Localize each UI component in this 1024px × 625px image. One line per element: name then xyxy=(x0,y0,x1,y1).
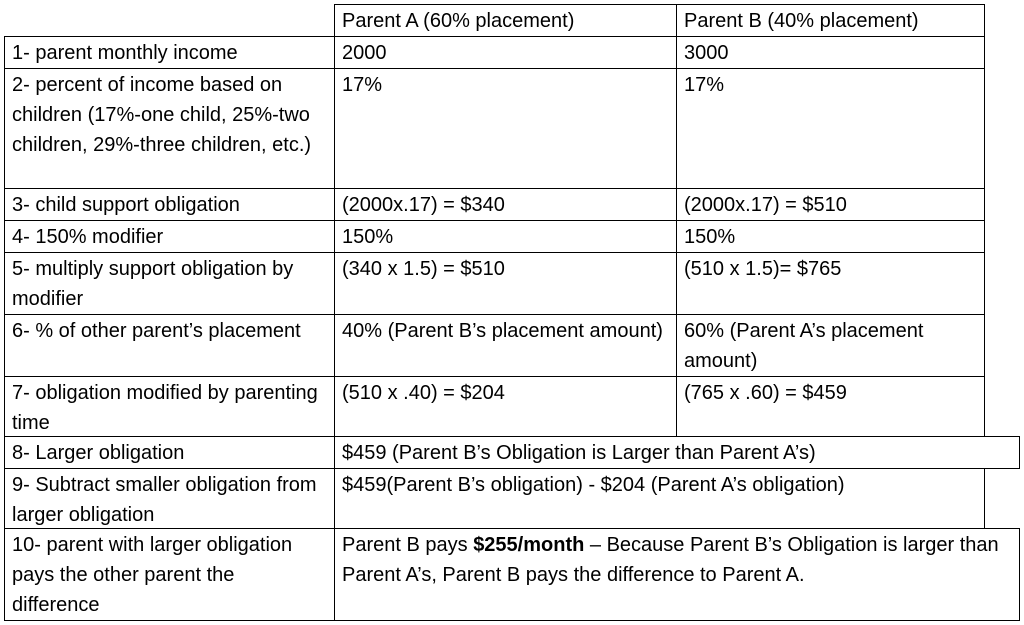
row-10-text-post: – Because Parent B’s Obligation is larger than Parent A’s, Parent B pays the difference to Parent A. xyxy=(342,534,999,586)
row-9-merged: $459(Parent B’s obligation) - $204 (Parent A’s obligation) xyxy=(342,474,845,496)
grid-line xyxy=(4,68,984,69)
row-2-parent-a: 17% xyxy=(342,74,383,96)
row-4-parent-a: 150% xyxy=(342,226,394,248)
grid-line xyxy=(1019,436,1020,469)
row-7-label: 7- obligation modified by parenting time xyxy=(12,382,318,434)
grid-line xyxy=(4,528,1020,529)
row-7-parent-a: (510 x .40) = $204 xyxy=(342,382,505,404)
grid-line xyxy=(4,188,984,189)
grid-line xyxy=(4,436,1020,437)
grid-line xyxy=(4,220,984,221)
grid-line xyxy=(676,4,677,437)
grid-line xyxy=(334,4,335,621)
row-2-parent-b: 17% xyxy=(684,74,725,96)
row-7-parent-b: (765 x .60) = $459 xyxy=(684,382,847,404)
grid-line xyxy=(1019,528,1020,621)
row-10-label: 10- parent with larger obligation pays the other parent the difference xyxy=(12,534,293,616)
grid-line xyxy=(4,376,984,377)
grid-line xyxy=(984,4,985,437)
grid-line xyxy=(4,36,5,621)
row-1-parent-a: 2000 xyxy=(342,42,387,64)
row-9-label: 9- Subtract smaller obligation from larger obligation xyxy=(12,474,317,526)
row-6-parent-a: 40% (Parent B’s placement amount) xyxy=(342,320,663,342)
grid-line xyxy=(4,468,1020,469)
grid-line xyxy=(984,468,985,529)
row-4-label: 4- 150% modifier xyxy=(12,226,164,248)
row-10-text-pre: Parent B pays xyxy=(342,534,474,556)
row-10-merged xyxy=(334,528,1020,620)
grid-line xyxy=(4,36,984,37)
row-4-parent-b: 150% xyxy=(684,226,736,248)
grid-line xyxy=(4,252,984,253)
row-5-parent-a: (340 x 1.5) = $510 xyxy=(342,258,505,280)
row-5-parent-b: (510 x 1.5)= $765 xyxy=(684,258,842,280)
header-parent-b: Parent B (40% placement) xyxy=(684,10,919,32)
row-8-label: 8- Larger obligation xyxy=(12,442,185,464)
row-6-parent-b: 60% (Parent A’s placement amount) xyxy=(684,320,924,372)
grid-line xyxy=(4,314,984,315)
grid-line xyxy=(4,620,1020,621)
row-3-label: 3- child support obligation xyxy=(12,194,240,216)
row-8-merged: $459 (Parent B’s Obligation is Larger than Parent A’s) xyxy=(342,442,816,464)
row-3-parent-b: (2000x.17) = $510 xyxy=(684,194,847,216)
row-1-label: 1- parent monthly income xyxy=(12,42,238,64)
row-3-parent-a: (2000x.17) = $340 xyxy=(342,194,505,216)
grid-line xyxy=(334,4,984,5)
header-parent-a: Parent A (60% placement) xyxy=(342,10,575,32)
row-5-label: 5- multiply support obligation by modifier xyxy=(12,258,294,310)
row-6-label: 6- % of other parent’s placement xyxy=(12,320,301,342)
row-2-label: 2- percent of income based on children (17%-one child, 25%-two children, 29%-three children, etc.) xyxy=(12,74,312,156)
row-10-amount: $255/month xyxy=(473,534,585,556)
row-1-parent-b: 3000 xyxy=(684,42,729,64)
header-blank-cell xyxy=(4,4,334,36)
